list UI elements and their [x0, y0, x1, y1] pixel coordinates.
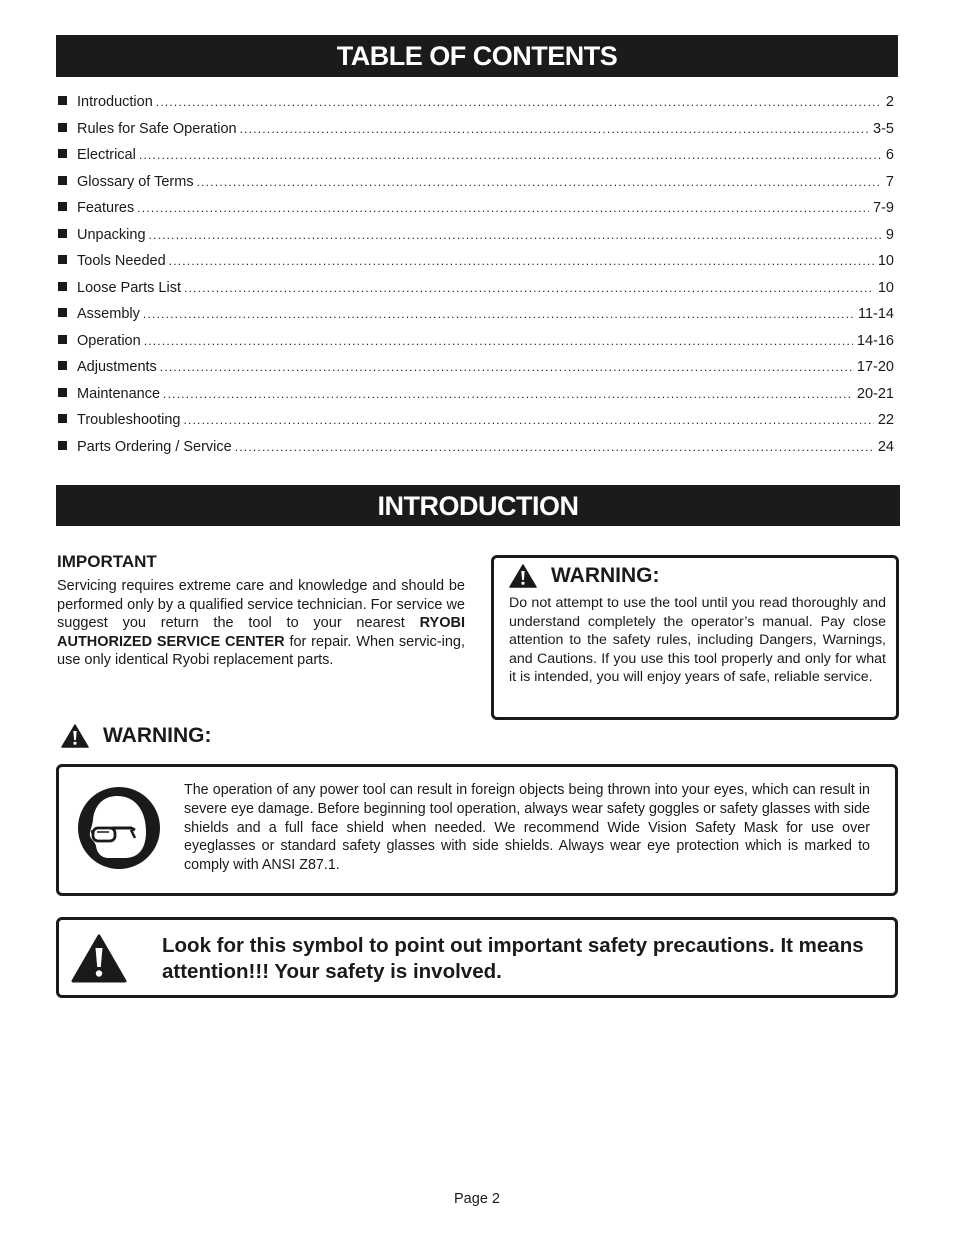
- toc-entry: [58, 306, 894, 333]
- square-bullet-icon: [58, 335, 67, 344]
- toc-entry-page: 17-20: [856, 359, 894, 375]
- eye-protection-box: [56, 764, 898, 896]
- toc-entry: [58, 386, 894, 413]
- toc-entry-label: Operation: [77, 332, 141, 349]
- toc-entry: [58, 121, 894, 148]
- toc-entry-page: 3-5: [873, 120, 894, 137]
- toc-entry-label: Loose Parts List: [77, 279, 181, 296]
- toc-entry-label: Parts Ordering / Service: [77, 438, 232, 455]
- toc-entry-label: Features: [77, 200, 135, 216]
- toc-entry-page: 20-21: [856, 385, 894, 402]
- toc-entry-page: 9: [885, 226, 894, 243]
- page-number: Page 2: [454, 1191, 500, 1207]
- toc-entry: [58, 253, 894, 280]
- toc-entry-label: Rules for Safe Operation: [77, 120, 237, 137]
- warning-text: Do not attempt to use the tool until you read thoroughly and understand completely the operator’s manual. Pay close attention to the safety rules, including Dangers, Warnings, and Cautions. If you use this tool properly and only for what it is intended, you will enjoy years of safe, reliable service.: [509, 595, 886, 686]
- toc-entry-page: 14-16: [856, 332, 894, 349]
- square-bullet-icon: [58, 308, 67, 317]
- toc-entry: [58, 174, 894, 201]
- toc-entry-page: 11-14: [857, 306, 894, 322]
- safety-symbol-text: Look for this symbol to point out important safety precautions. It means attention!!! Your safety is involved.: [162, 934, 864, 983]
- dot-leader: [235, 440, 874, 454]
- toc-entry-label: Glossary of Terms: [77, 173, 194, 190]
- dot-leader: [156, 95, 882, 109]
- important-heading: IMPORTANT: [57, 552, 157, 571]
- dot-leader: [169, 254, 874, 268]
- toc-entry-page: 7-9: [873, 200, 894, 216]
- eye-warning-text: The operation of any power tool can result in foreign objects being thrown into your eyes, which can result in severe eye damage. Before beginning tool operation, always wear safety goggles or safety glasses with side shields and a full face shield when needed. We recommend Wide Vision Safety Mask for use over eyeglasses or standard safety glasses with side shields. Always wear eye protection which is marked to comply with ANSI Z87.1.: [184, 782, 870, 874]
- toc-entry-label: Adjustments: [77, 359, 157, 375]
- toc-entry: [58, 94, 894, 121]
- square-bullet-icon: [58, 123, 67, 132]
- important-text: [57, 577, 465, 670]
- safety-symbol-box: [56, 917, 898, 998]
- toc-entry-page: 24: [877, 438, 894, 455]
- toc-entry-label: Maintenance: [77, 385, 161, 402]
- toc-entry: [58, 359, 894, 386]
- toc-entry-page: 2: [885, 94, 894, 110]
- square-bullet-icon: [58, 176, 67, 185]
- square-bullet-icon: [58, 361, 67, 370]
- toc-entry-page: 10: [877, 279, 894, 296]
- toc-entry: [58, 280, 894, 307]
- square-bullet-icon: [58, 255, 67, 264]
- toc-entry-label: Introduction: [77, 94, 153, 110]
- dot-leader: [197, 175, 882, 189]
- safety-glasses-icon: [77, 786, 161, 870]
- square-bullet-icon: [58, 229, 67, 238]
- toc-entry-label: Troubleshooting: [77, 412, 181, 428]
- toc-entry: [58, 227, 894, 254]
- toc-entry: [58, 412, 894, 439]
- square-bullet-icon: [58, 441, 67, 450]
- toc-entry-label: Unpacking: [77, 226, 146, 243]
- square-bullet-icon: [58, 414, 67, 423]
- warning-heading: WARNING:: [551, 564, 660, 587]
- square-bullet-icon: [58, 96, 67, 105]
- dot-leader: [240, 122, 869, 136]
- toc-entry-label: Tools Needed: [77, 253, 166, 269]
- important-section: [57, 552, 465, 670]
- introduction-title: INTRODUCTION: [56, 485, 900, 526]
- warning-triangle-icon: [509, 564, 537, 588]
- dot-leader: [137, 201, 869, 215]
- warning-box: [491, 555, 899, 720]
- toc-entry: [58, 147, 894, 174]
- service-center-name: RYOBI AUTHORIZED SERVICE CENTER: [57, 615, 465, 650]
- toc-entry-page: 10: [877, 253, 894, 269]
- dot-leader: [143, 307, 854, 321]
- toc-entry: [58, 333, 894, 360]
- toc-entry-page: 7: [885, 173, 894, 190]
- square-bullet-icon: [58, 388, 67, 397]
- dot-leader: [184, 281, 874, 295]
- warning-header: [509, 564, 886, 588]
- warning-triangle-icon: [61, 724, 89, 748]
- safety-alert-triangle-icon: [71, 934, 127, 984]
- dot-leader: [149, 228, 882, 242]
- toc-entry-label: Assembly: [77, 306, 140, 322]
- dot-leader: [139, 148, 882, 162]
- eye-warning-header: [61, 724, 212, 748]
- toc-entry: [58, 200, 894, 227]
- dot-leader: [160, 360, 853, 374]
- important-text-start: Servicing requires extreme care and knowledge and should be performed only by a qualified service technician. For service we suggest you return the tool to your nearest: [57, 578, 465, 632]
- toc-entry-page: 6: [885, 147, 894, 163]
- dot-leader: [144, 334, 853, 348]
- dot-leader: [183, 413, 873, 427]
- important-text-end: for repair. When servic-ing, use only identical Ryobi replacement parts.: [57, 633, 465, 669]
- square-bullet-icon: [58, 202, 67, 211]
- toc-entry-label: Electrical: [77, 147, 136, 163]
- eye-warning-heading: WARNING:: [103, 724, 212, 747]
- toc-title: TABLE OF CONTENTS: [56, 35, 898, 77]
- dot-leader: [163, 387, 853, 401]
- square-bullet-icon: [58, 282, 67, 291]
- toc-list: [58, 94, 894, 465]
- square-bullet-icon: [58, 149, 67, 158]
- toc-entry: [58, 439, 894, 466]
- toc-entry-page: 22: [877, 412, 894, 428]
